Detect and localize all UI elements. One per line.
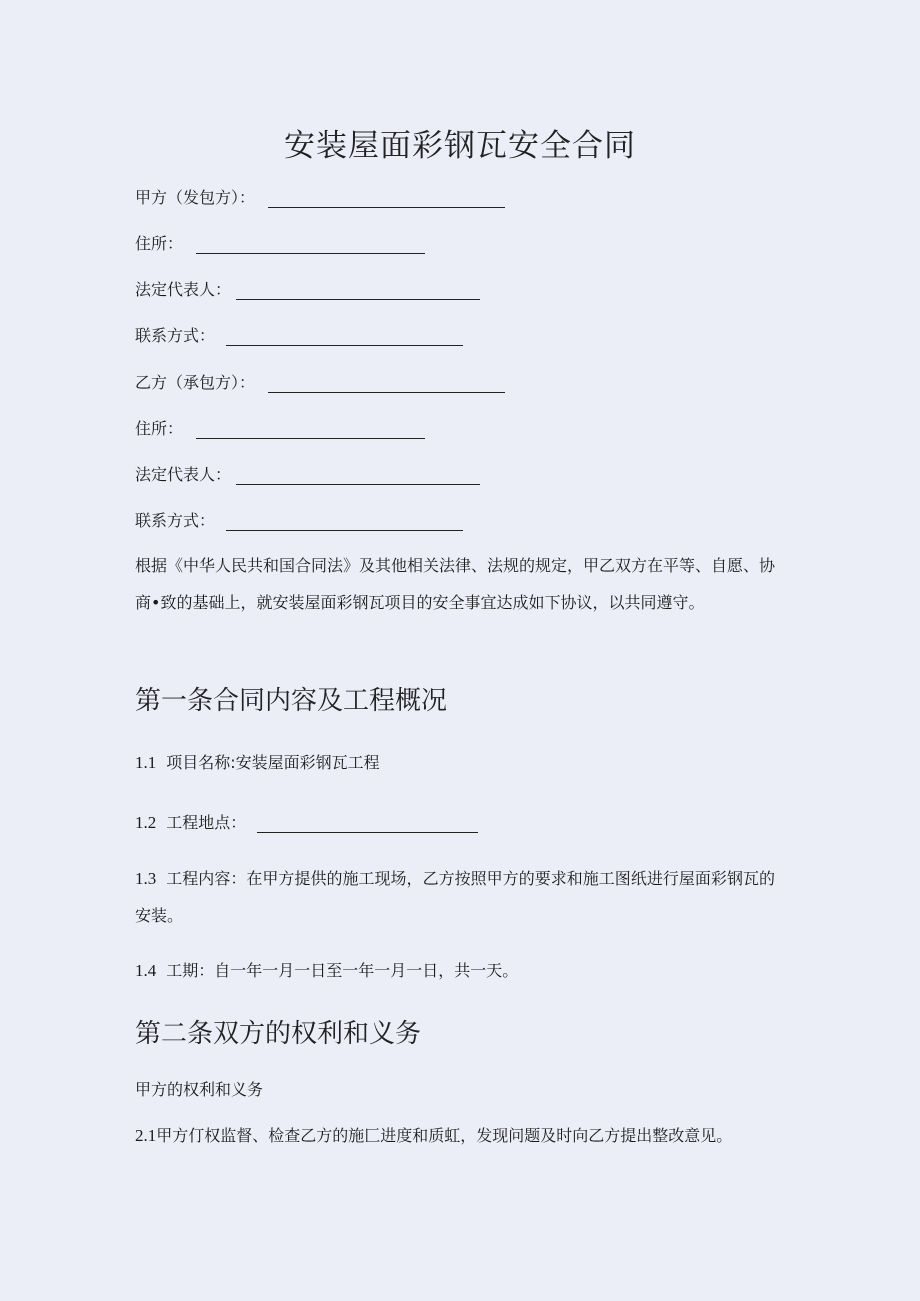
party-b-contact-blank[interactable] [226, 513, 463, 531]
item-number: 1.1 [135, 753, 157, 772]
party-b-blank[interactable] [268, 375, 505, 393]
item-text: 工程内容：在甲方提供的施工现场，乙方按照甲方的要求和施工图纸进行屋面彩钢瓦的安装。 [135, 869, 775, 925]
article-2-heading: 第二条双方的权利和义务 [135, 1019, 422, 1049]
party-a-address-line [135, 231, 425, 254]
item-text: 项目名称:安装屋面彩钢瓦工程 [166, 753, 380, 772]
party-b-contact-label: 联系方式： [135, 511, 216, 530]
item-text: 甲方仃权监督、检查乙方的施匚进度和质虹，发现问题及时向乙方提出整改意见。 [156, 1126, 733, 1145]
party-a-line [135, 185, 505, 208]
party-a-address-blank[interactable] [196, 236, 425, 254]
party-b-contact-line [135, 508, 463, 531]
item-1-4 [135, 958, 518, 981]
item-1-1 [135, 750, 380, 773]
party-b-rep-line [135, 462, 480, 485]
location-blank[interactable] [257, 815, 478, 833]
party-b-line [135, 370, 505, 393]
item-number: 1.2 [135, 813, 157, 832]
party-a-rep-label: 法定代表人： [135, 280, 232, 299]
party-b-address-label: 住所： [135, 419, 184, 438]
party-b-address-blank[interactable] [196, 421, 425, 439]
item-2-1 [135, 1123, 732, 1146]
party-a-rights-subheading: 甲方的权利和义务 [135, 1080, 264, 1099]
party-a-rep-line [135, 277, 480, 300]
preamble-paragraph: 根据《中华人民共和国合同法》及其他相关法律、法规的规定，甲乙双方在平等、自愿、协商•致的基础上，就安装屋面彩钢瓦项目的安全事宜达成如下协议，以共同遵守。 [135, 556, 776, 612]
party-a-contact-label: 联系方式： [135, 326, 216, 345]
party-a-contact-line [135, 323, 463, 346]
item-number: 1.3 [135, 869, 157, 888]
article-1-heading: 第一条合同内容及工程概况 [135, 686, 448, 716]
item-text: 工程地点： [166, 813, 247, 832]
party-a-blank[interactable] [268, 190, 505, 208]
party-a-rep-blank[interactable] [236, 282, 480, 300]
item-1-2 [135, 810, 478, 833]
item-number: 1.4 [135, 961, 157, 980]
party-a-label: 甲方（发包方）： [135, 188, 256, 207]
party-a-address-label: 住所： [135, 234, 184, 253]
item-1-3 [135, 860, 775, 934]
item-text: 工期：自一年一月一日至一年一月一日，共一天。 [166, 961, 519, 980]
party-b-rep-blank[interactable] [236, 467, 480, 485]
party-b-rep-label: 法定代表人： [135, 465, 232, 484]
party-b-address-line [135, 416, 425, 439]
item-number: 2.1 [135, 1126, 157, 1145]
party-a-contact-blank[interactable] [226, 328, 463, 346]
party-b-label: 乙方（承包方）： [135, 373, 256, 392]
page-title: 安装屋面彩钢瓦安全合同 [284, 128, 636, 164]
